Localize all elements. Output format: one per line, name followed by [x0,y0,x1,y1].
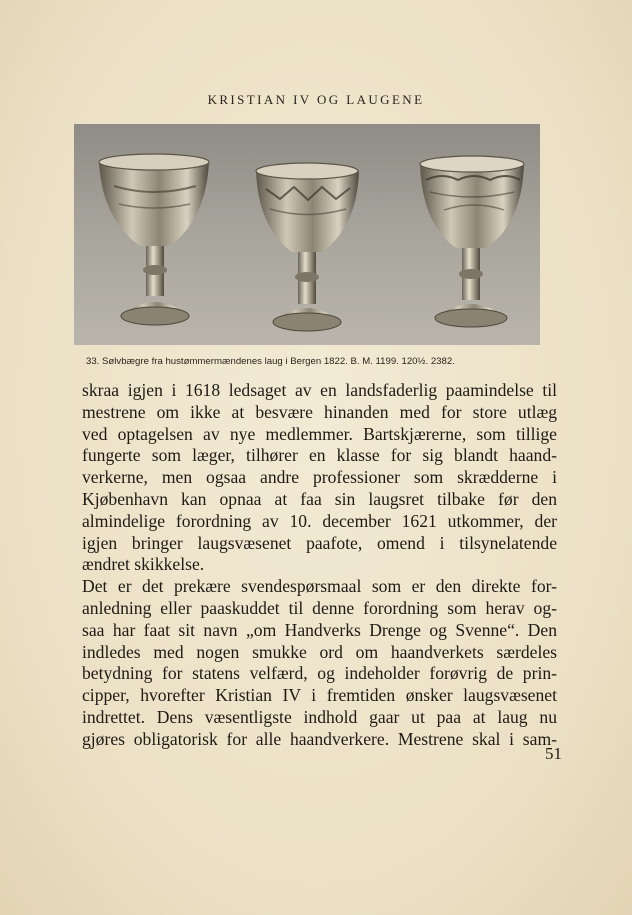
figure-photo-silver-goblets [74,124,540,345]
text-line: indrettet. Dens væsentligste indhold gaar ut paa at laug nu [82,706,557,727]
text-line: indledes med nogen smukke ord om haandverkets særdeles [82,641,557,662]
figure-caption: 33. Sølvbægre fra hustømmermændenes laug i Bergen 1822. B. M. 1199. 120½. 2382. [86,356,455,367]
text-line: Kjøbenhavn kan opnaa at faa sin laugsret tilbake før den [82,488,557,509]
text-line: gjøres obligatorisk for alle haandverkere. Mestrene skal i sam- [82,728,557,749]
text-line: Det er det prekære svendespørsmaal som er den direkte for- [82,576,557,597]
text-line: betydning for statens velfærd, og indeholder forøvrig de prin- [82,663,557,684]
text-line: cipper, hvorefter Kristian IV i fremtiden ønsker laugsvæsenet [82,685,557,706]
body-text [82,380,557,751]
text-line: saa har faat sit navn „om Handverks Drenge og Svenne“. Den [82,619,557,640]
running-head: KRISTIAN IV OG LAUGENE [207,92,425,107]
text-line: almindelige forordning av 10. december 1621 utkommer, der [82,510,557,531]
text-line: ændret skikkelse. [82,554,205,575]
paragraph-1 [82,380,557,576]
text-line: skraa igjen i 1618 ledsaget av en landsfaderlig paamindelse til [82,380,557,400]
text-line: igjen bringer laugsvæsenet paafote, omend i tilsynelatende [82,532,557,553]
paragraph-2 [82,576,557,750]
text-line: mestrene om ikke at besvære hinanden med for store utlæg [82,401,557,422]
text-line: ved optagelsen av nye medlemmer. Bartskjærerne, som tillige [82,423,557,444]
page-number: 51 [545,744,562,763]
text-line: fungerte som læger, tilhører en klasse for sig blandt haand- [82,445,557,466]
text-line: anledning eller paaskuddet til denne forordning som herav og- [82,597,557,618]
text-line: verkerne, men ogsaa andre professioner som skrædderne i [82,467,557,488]
